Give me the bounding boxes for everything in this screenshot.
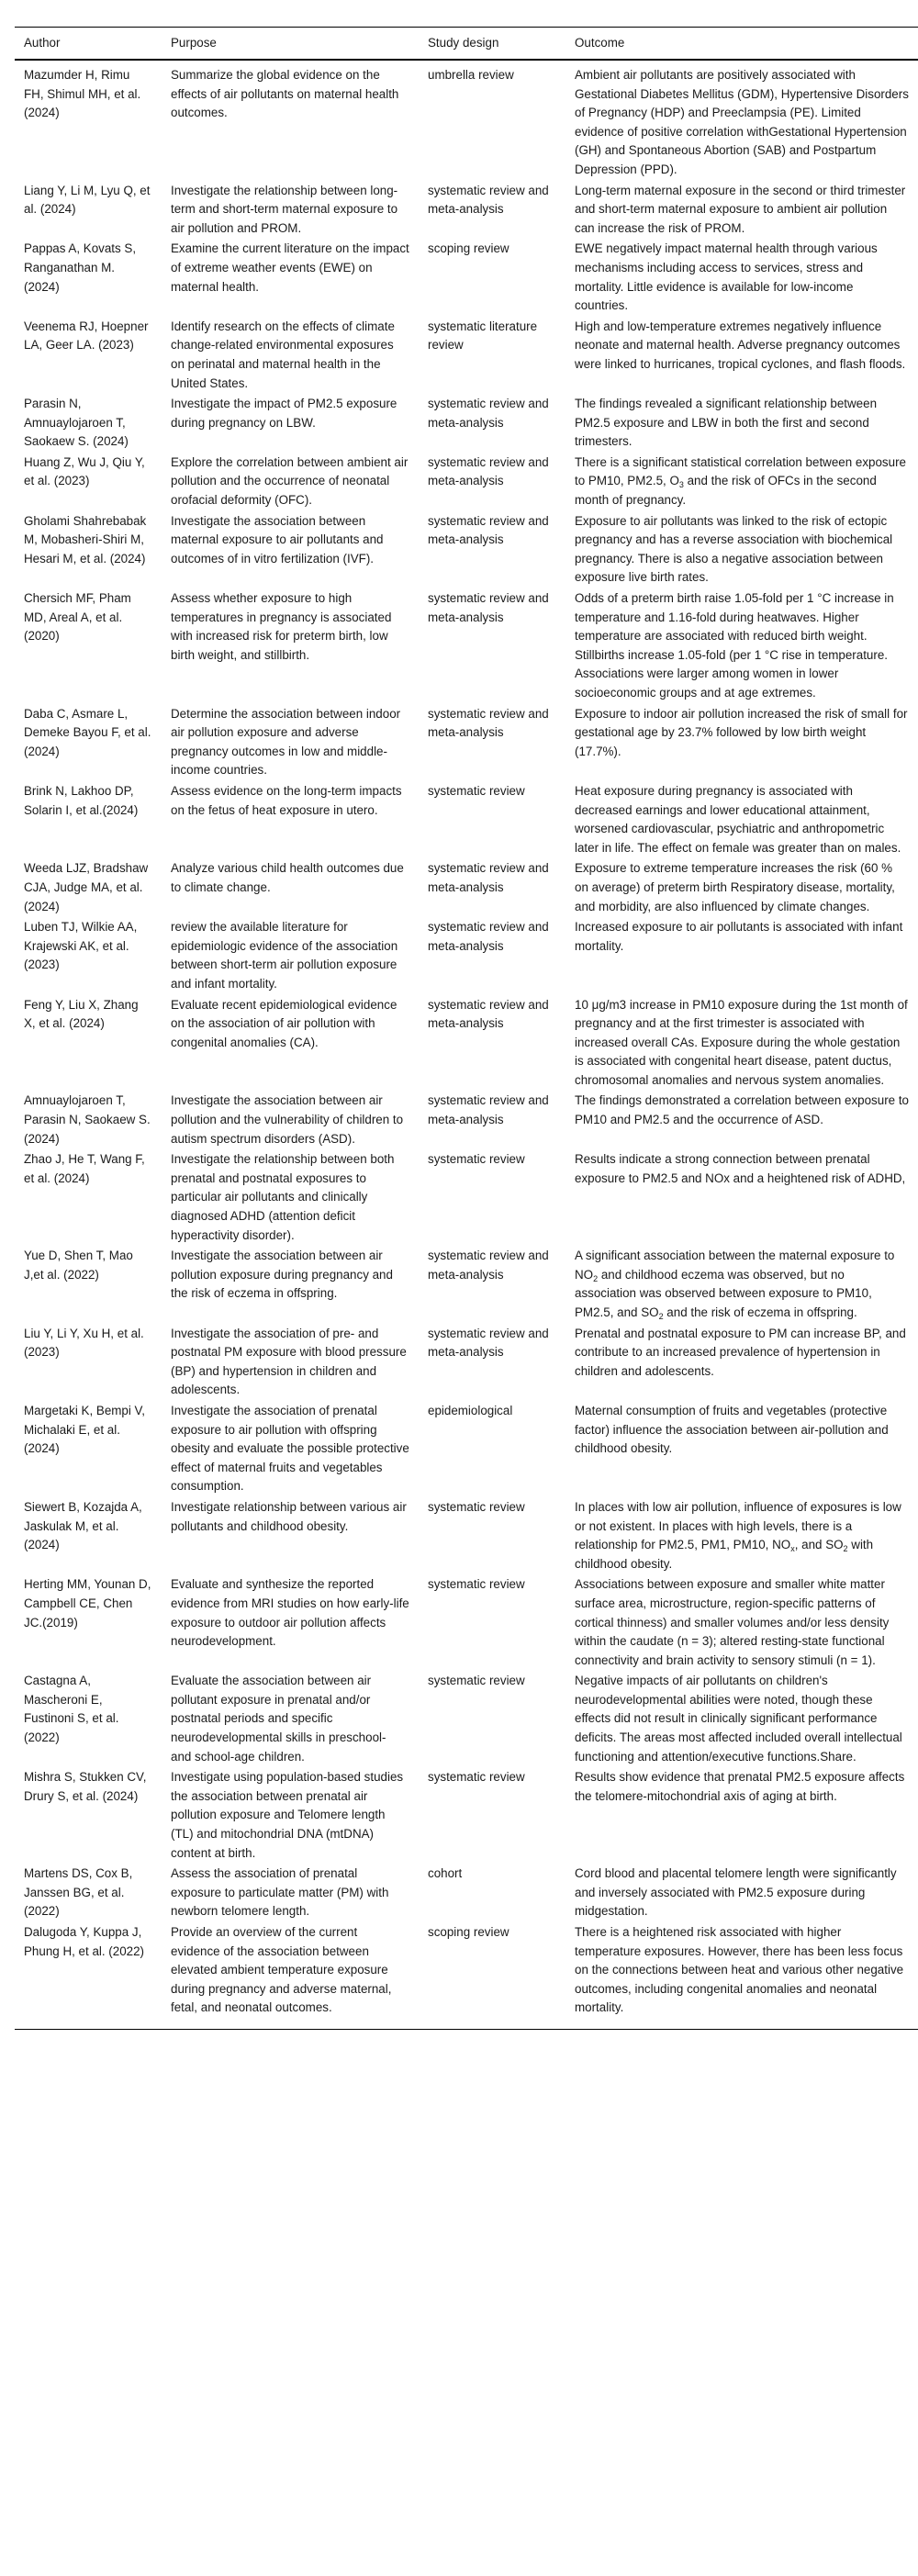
outcome-cell: Heat exposure during pregnancy is associated with decreased earnings and lower educational attainment, worsened cardiovascular, psychiatric and anthropometric later in life. The effect on female was greater than on males. [575,783,901,855]
study-design-cell: systematic review and meta-analysis [428,706,549,740]
author-cell: Chersich MF, Pham MD, Areal A, et al. (2020) [24,591,131,644]
author-cell: Zhao J, He T, Wang F, et al. (2024) [24,1152,145,1185]
study-design-cell: systematic review and meta-analysis [428,1249,549,1282]
outcome-cell: High and low-temperature extremes negatively influence neonate and maternal health. Adverse pregnancy outcomes were linked to hurricanes, tropical cyclones, and flash floods. [575,319,906,371]
outcome-cell: Results indicate a strong connection between prenatal exposure to PM2.5 and NOx and a heightened risk of ADHD, [575,1152,906,1185]
purpose-cell: Summarize the global evidence on the effects of air pollutants on maternal health outcomes. [171,68,399,120]
outcome-cell: Prenatal and postnatal exposure to PM can increase BP, and contribute to an increased prevalence of hypertension in children and adolescents. [575,1326,906,1378]
outcome-text: and the risk of OFCs in the second month of pregnancy. [575,474,877,508]
outcome-text: A significant association between the maternal exposure to NO [575,1249,895,1282]
author-cell: Veenema RJ, Hoepner LA, Geer LA. (2023) [24,319,149,353]
author-cell: Luben TJ, Wilkie AA, Krajewski AK, et al. (2023) [24,920,138,972]
study-design-cell: umbrella review [428,68,514,82]
outcome-cell [565,1496,918,1574]
purpose-cell: Identify research on the effects of climate change-related environmental exposures on perinatal and maternal health in the United States. [171,319,395,390]
author-cell: Dalugoda Y, Kuppa J, Phung H, et al. (2022) [24,1925,145,1958]
outcome-text: and the risk of eczema in offspring. [663,1305,857,1319]
purpose-cell: Investigate the association between air pollution and the vulnerability of children to autism spectrum disorders (ASD). [171,1093,404,1146]
outcome-cell: Ambient air pollutants are positively associated with Gestational Diabetes Mellitus (GDM), Hypertensive Disorders of Pregnancy (HDP) and Preeclampsia (PE). Limited evidence of positive correlation withGestational Hypertension (GH) and Spontaneous Abortion (SAB) and Postpartum Depression (PPD). [575,68,909,176]
study-design-cell: epidemiological [428,1403,513,1417]
outcome-cell: There is a heightened risk associated with higher temperature exposures. However, there has been less focus on the connections between heat and various other negative outcomes, including congenital anomalies and neonatal mortality. [575,1925,904,2015]
purpose-cell: Investigate the relationship between long-term and short-term maternal exposure to air pollution and PROM. [171,183,398,235]
table-row [15,1863,918,1921]
purpose-cell: Assess whether exposure to high temperatures in pregnancy is associated with increased risk for preterm birth, low birth weight, and stillbirth. [171,591,392,662]
purpose-cell: Evaluate the association between air pollutant exposure in prenatal and/or postnatal periods and specific neurodevelopmental skills in preschool- and school-age children. [171,1674,386,1764]
table-row [15,1148,918,1245]
table-row [15,994,918,1091]
author-cell: Feng Y, Liu X, Zhang X, et al. (2024) [24,997,139,1031]
outcome-cell: Increased exposure to air pollutants is associated with infant mortality. [575,920,903,953]
outcome-cell: 10 μg/m3 increase in PM10 exposure during the 1st month of pregnancy and at the first trimester is associated with increased overall CAs. Exposure during the whole gestation is associated with congenital heart disease, patent ductus, chromosomal anomalies and nervous system anomalies. [575,997,908,1087]
column-header-outcome: Outcome [565,28,918,61]
purpose-cell: Investigate the impact of PM2.5 exposure during pregnancy on LBW. [171,397,397,430]
author-cell: Mishra S, Stukken CV, Drury S, et al. (2024) [24,1770,147,1803]
purpose-cell: Evaluate recent epidemiological evidence on the association of air pollution with congenital anomalies (CA). [171,997,397,1049]
author-cell: Liu Y, Li Y, Xu H, et al. (2023) [24,1326,144,1360]
table-row [15,1670,918,1766]
chemical-subscript: x [790,1544,795,1554]
column-header-study-design: Study design [419,28,565,61]
author-cell: Liang Y, Li M, Lyu Q, et al. (2024) [24,183,151,217]
purpose-cell: Explore the correlation between ambient air pollution and the occurrence of neonatal orofacial deformity (OFC). [171,454,409,508]
study-design-cell: systematic review and meta-analysis [428,454,549,488]
table-row [15,238,918,315]
outcome-text: with childhood obesity. [575,1538,874,1571]
table-row [15,1766,918,1863]
purpose-cell: Investigate the relationship between both prenatal and postnatal exposures to particular air pollutants and clinically diagnosed ADHD (attention deficit hyperactivity disorder). [171,1152,395,1242]
purpose-cell: Determine the association between indoor air pollution exposure and adverse pregnancy outcomes in low and middle-income countries. [171,706,401,778]
table-row [15,180,918,239]
outcome-cell: Results show evidence that prenatal PM2.5 exposure affects the telomere-mitochondrial axis of aging at birth. [575,1770,905,1803]
table-row [15,510,918,588]
author-cell: Huang Z, Wu J, Qiu Y, et al. (2023) [24,454,145,488]
purpose-cell: Provide an overview of the current evidence of the association between elevated ambient temperature exposure during pregnancy and adverse maternal, fetal, and neonatal outcomes. [171,1925,392,2015]
purpose-cell: Investigate relationship between various air pollutants and childhood obesity. [171,1499,407,1533]
study-design-cell: systematic review [428,1152,525,1167]
author-cell: Parasin N, Amnuaylojaroen T, Saokaew S. (2024) [24,397,129,449]
author-cell: Mazumder H, Rimu FH, Shimul MH, et al. (2024) [24,68,141,120]
table-row [15,1090,918,1148]
outcome-text: and childhood eczema was observed, but no association was observed between exposure to PM10, PM2.5, and SO [575,1267,872,1319]
purpose-cell: Investigate the association between maternal exposure to air pollutants and outcomes of in vitro fertilization (IVF). [171,513,384,566]
table-row [15,1921,918,2029]
purpose-cell: Assess evidence on the long-term impacts on the fetus of heat exposure in utero. [171,783,402,817]
study-design-cell: systematic review [428,1770,525,1785]
outcome-cell: Maternal consumption of fruits and vegetables (protective factor) influence the association between air-pollution and childhood obesity. [575,1403,889,1456]
author-cell: Gholami Shahrebabak M, Mobasheri-Shiri M, Hesari M, et al. (2024) [24,513,147,566]
study-design-cell: systematic review [428,1577,525,1592]
author-cell: Yue D, Shen T, Mao J,et al. (2022) [24,1249,133,1282]
study-design-cell: systematic review [428,1674,525,1688]
table-row [15,1400,918,1496]
column-header-purpose: Purpose [162,28,419,61]
author-cell: Herting MM, Younan D, Campbell CE, Chen JC.(2019) [24,1577,151,1630]
header-row [15,28,918,61]
outcome-cell [565,1245,918,1322]
chemical-subscript: 2 [593,1273,599,1283]
outcome-cell: Long-term maternal exposure in the second or third trimester and short-term maternal exposure to ambient air pollution can increase the risk of PROM. [575,183,906,235]
table-row [15,1245,918,1322]
study-design-cell: cohort [428,1866,463,1881]
author-cell: Daba C, Asmare L, Demeke Bayou F, et al. (2024) [24,706,151,758]
chemical-subscript: 3 [678,480,684,490]
literature-review-table [15,27,918,2030]
study-design-cell: scoping review [428,1925,509,1939]
study-design-cell: systematic review [428,1499,525,1514]
author-cell: Margetaki K, Bempi V, Michalaki E, et al. (2024) [24,1403,145,1456]
study-design-cell: systematic review and meta-analysis [428,997,549,1031]
outcome-cell: Exposure to air pollutants was linked to the risk of ectopic pregnancy and has a reverse association with biochemical pregnancy. There is also a negative association between exposure live birth rates. [575,513,893,585]
author-cell: Castagna A, Mascheroni E, Fustinoni S, et al. (2022) [24,1674,119,1745]
outcome-cell: EWE negatively impact maternal health through various mechanisms including access to services, stress and mortality. Little evidence is available for low-income countries. [575,241,878,313]
chemical-subscript: 2 [843,1544,848,1554]
table-row [15,703,918,780]
study-design-cell: systematic review and meta-analysis [428,1326,549,1360]
study-design-cell: systematic review and meta-analysis [428,861,549,894]
table-body [15,60,918,2029]
column-header-author: Author [15,28,162,61]
purpose-cell: Investigate the association between air pollution exposure during pregnancy and the risk of eczema in offspring. [171,1249,393,1301]
outcome-cell: The findings revealed a significant relationship between PM2.5 exposure and LBW in both the first and second trimesters. [575,397,878,449]
outcome-cell: Negative impacts of air pollutants on children's neurodevelopmental abilities were noted, though these effects did not result in clinically significant performance deficits. The areas most affected included overall intellectual functioning and attention/executive functions.Share. [575,1674,902,1764]
purpose-cell: Evaluate and synthesize the reported evidence from MRI studies on how early-life exposure to outdoor air pollution affects neurodevelopment. [171,1577,409,1649]
study-design-cell: systematic literature review [428,319,538,353]
outcome-cell [565,452,918,510]
table-row [15,452,918,510]
table-row [15,780,918,857]
study-design-cell: systematic review and meta-analysis [428,397,549,430]
table-row [15,393,918,452]
outcome-text: In places with low air pollution, influence of exposures is low or not existent. In places with high levels, there is a relationship for PM2.5, PM1, PM10, NO [575,1499,901,1552]
author-cell: Siewert B, Kozajda A, Jaskulak M, et al. (2024) [24,1499,142,1552]
purpose-cell: Investigate the association of pre- and postnatal PM exposure with blood pressure (BP) and hypertension in children and adolescents. [171,1326,407,1397]
study-design-cell: systematic review and meta-analysis [428,920,549,953]
table-row [15,316,918,393]
table-row [15,1574,918,1670]
chemical-subscript: 2 [658,1312,664,1321]
table-row [15,588,918,703]
table-row [15,1496,918,1574]
table-row [15,857,918,916]
author-cell: Pappas A, Kovats S, Ranganathan M. (2024) [24,241,137,294]
study-design-cell: systematic review and meta-analysis [428,513,549,547]
table-header [15,28,918,61]
outcome-cell: The findings demonstrated a correlation between exposure to PM10 and PM2.5 and the occurrence of ASD. [575,1093,909,1127]
study-design-cell: systematic review and meta-analysis [428,591,549,624]
purpose-cell: Analyze various child health outcomes due to climate change. [171,861,404,894]
purpose-cell: Assess the association of prenatal exposure to particulate matter (PM) with newborn telomere length. [171,1866,389,1919]
purpose-cell: Investigate the association of prenatal exposure to air pollution with offspring obesity and evaluate the possible protective effect of maternal fruits and vegetables consumption. [171,1403,409,1494]
outcome-cell: Associations between exposure and smaller white matter surface area, microstructure, region-specific patterns of cortical thinness) and smaller volumes and/or less density within the caudate (n = 3); altered resting-state functional connectivity and brain activity to sensory stimuli (n = 1). [575,1577,890,1667]
author-cell: Weeda LJZ, Bradshaw CJA, Judge MA, et al. (2024) [24,861,149,913]
outcome-text: There is a significant statistical correlation between exposure to PM10, PM2.5, O [575,454,906,488]
author-cell: Martens DS, Cox B, Janssen BG, et al. (2022) [24,1866,133,1919]
study-design-cell: systematic review and meta-analysis [428,1093,549,1127]
purpose-cell: review the available literature for epidemiologic evidence of the association between short-term air pollution exposure and infant mortality. [171,920,398,991]
outcome-text: , and SO [794,1538,844,1552]
table-row [15,1323,918,1400]
outcome-cell: Cord blood and placental telomere length were significantly and inversely associated with PM2.5 exposure during midgestation. [575,1866,897,1919]
study-design-cell: systematic review and meta-analysis [428,183,549,217]
author-cell: Brink N, Lakhoo DP, Solarin I, et al.(2024) [24,783,139,817]
outcome-cell: Exposure to indoor air pollution increased the risk of small for gestational age by 23.7% followed by low birth weight (17.7%). [575,706,908,758]
outcome-cell: Odds of a preterm birth raise 1.05-fold per 1 °C increase in temperature and 1.16-fold during heatwaves. Higher temperature are associated with reduced birth weight. Stillbirths increase 1.05-fold (per 1 °C rise in temperature. Associations were larger among women in lower socioeconomic groups and at age extremes. [575,591,894,700]
table-row [15,60,918,180]
outcome-cell: Exposure to extreme temperature increases the risk (60 % on average) of preterm birth Respiratory disease, mortality, and morbidity, are also influenced by climate changes. [575,861,895,913]
study-design-cell: systematic review [428,783,525,798]
purpose-cell: Examine the current literature on the impact of extreme weather events (EWE) on maternal health. [171,241,409,294]
study-design-cell: scoping review [428,241,509,256]
purpose-cell: Investigate using population-based studies the association between prenatal air pollution exposure and Telomere length (TL) and mitochondrial DNA (mtDNA) content at birth. [171,1770,404,1860]
table-row [15,916,918,993]
author-cell: Amnuaylojaroen T, Parasin N, Saokaew S. (2024) [24,1093,151,1146]
